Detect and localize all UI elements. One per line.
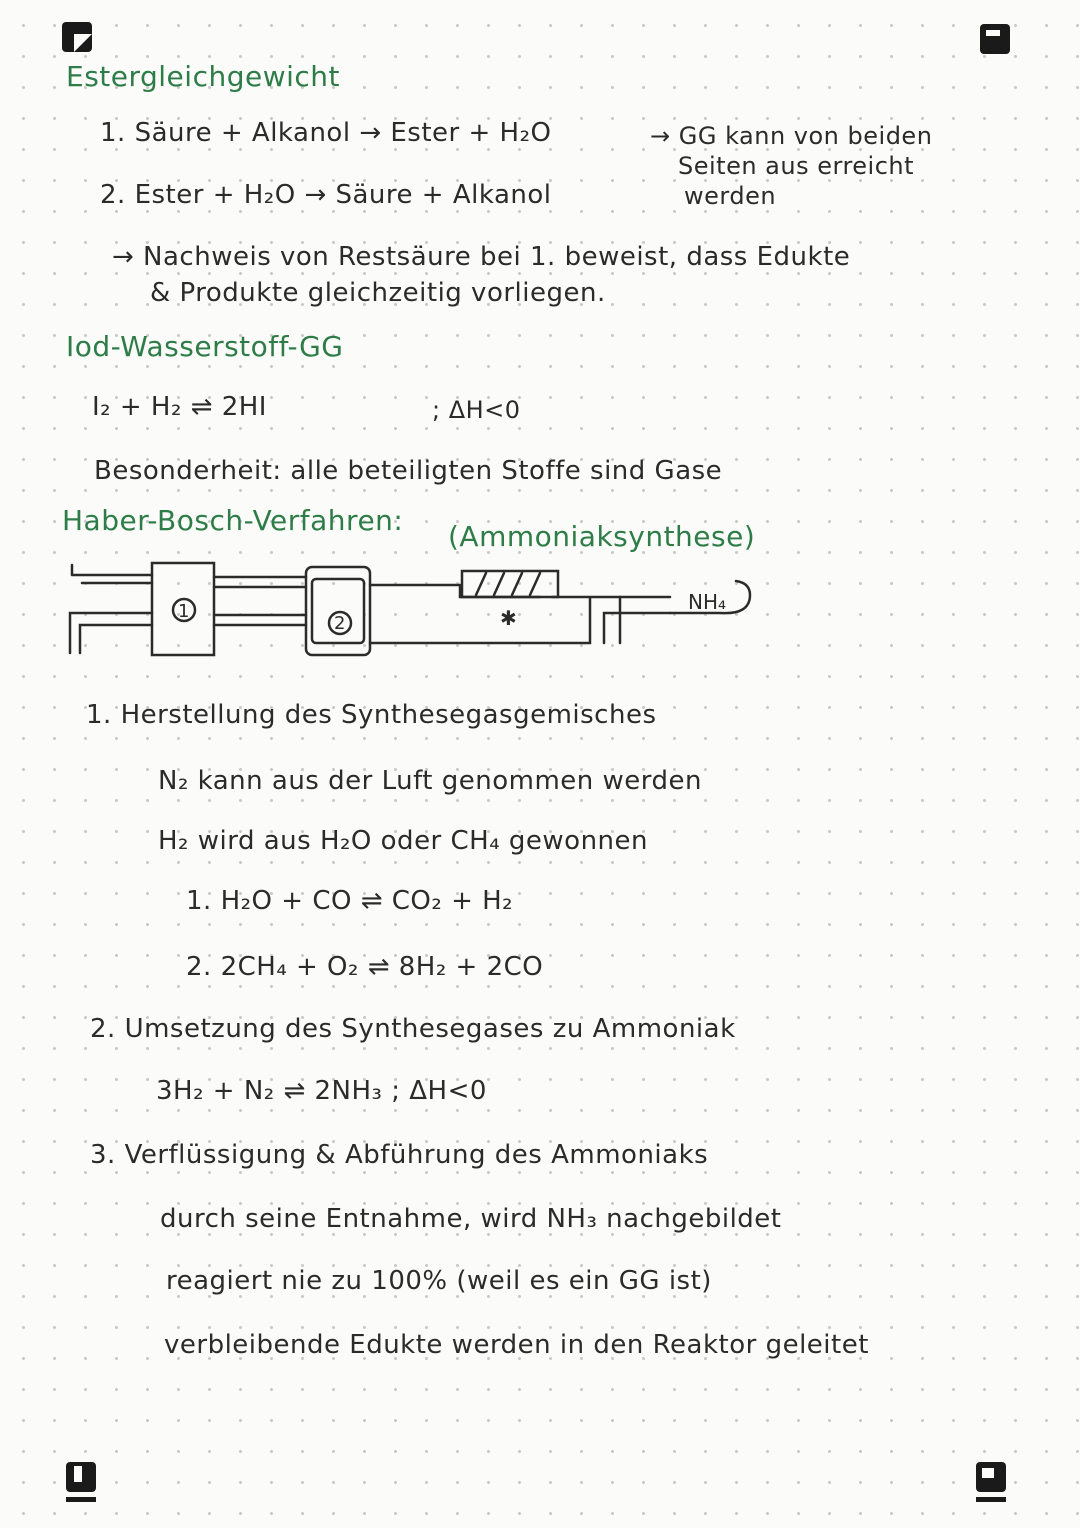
input-pipe-top [72, 565, 152, 583]
corner-mark-bottom-left-bar [66, 1497, 96, 1502]
ester-conclusion-line-2: & Produkte gleichzeitig vorliegen. [150, 278, 606, 308]
ester-reaction-2: 2. Ester + H₂O → Säure + Alkanol [100, 180, 552, 210]
reactor-1-label: 1 [178, 601, 190, 622]
iod-enthalpy: ; ΔH<0 [432, 396, 521, 424]
ester-title: Estergleichgewicht [66, 60, 341, 93]
step1-equation-2: 2. 2CH₄ + O₂ ⇌ 8H₂ + 2CO [186, 952, 544, 982]
step3-line-3: verbleibende Edukte werden in den Reaktor geleitet [164, 1330, 869, 1360]
haber-bosch-diagram [60, 555, 780, 665]
input-pipe-bottom [70, 613, 152, 653]
corner-mark-top-left [62, 22, 92, 52]
catalyst-mark: ✱ [500, 606, 517, 630]
catalyst-hatching [476, 573, 540, 595]
iod-special: Besonderheit: alle beteiligten Stoffe sind Gase [94, 456, 723, 486]
product-pipe [604, 597, 670, 643]
step3-title: 3. Verflüssigung & Abführung des Ammoniaks [90, 1140, 709, 1170]
haber-subtitle: (Ammoniaksynthese) [448, 520, 756, 553]
step2-title: 2. Umsetzung des Synthesegases zu Ammoniak [90, 1014, 736, 1044]
step3-line-1: durch seine Entnahme, wird NH₃ nachgebildet [160, 1204, 782, 1234]
reactor-2-label: 2 [334, 613, 346, 634]
ester-reaction-1: 1. Säure + Alkanol → Ester + H₂O [100, 118, 552, 148]
ester-note-line-3: werden [684, 182, 777, 210]
connecting-pipes-1-2 [214, 577, 306, 625]
iod-title: Iod-Wasserstoff-GG [66, 330, 344, 363]
corner-mark-bottom-right-bar [976, 1497, 1006, 1502]
corner-mark-bottom-left [66, 1462, 96, 1492]
step1-equation-1: 1. H₂O + CO ⇌ CO₂ + H₂ [186, 886, 514, 916]
iod-equation: I₂ + H₂ ⇌ 2HI [92, 392, 267, 422]
step3-line-2: reagiert nie zu 100% (weil es ein GG ist) [166, 1266, 712, 1296]
product-label: NH₄ [688, 590, 727, 614]
ester-note-line-2: Seiten aus erreicht [678, 152, 915, 180]
ester-conclusion-line-1: → Nachweis von Restsäure bei 1. beweist, dass Edukte [112, 242, 851, 272]
corner-mark-top-right [980, 24, 1010, 54]
step1-h2: H₂ wird aus H₂O oder CH₄ gewonnen [158, 826, 649, 856]
step1-n2: N₂ kann aus der Luft genommen werden [158, 766, 702, 796]
step1-title: 1. Herstellung des Synthesegasgemisches [86, 700, 657, 730]
corner-mark-bottom-right [976, 1462, 1006, 1492]
haber-title: Haber-Bosch-Verfahren: [62, 504, 404, 537]
step2-equation: 3H₂ + N₂ ⇌ 2NH₃ ; ΔH<0 [156, 1076, 487, 1106]
ester-note-line-1: → GG kann von beiden [650, 122, 933, 150]
